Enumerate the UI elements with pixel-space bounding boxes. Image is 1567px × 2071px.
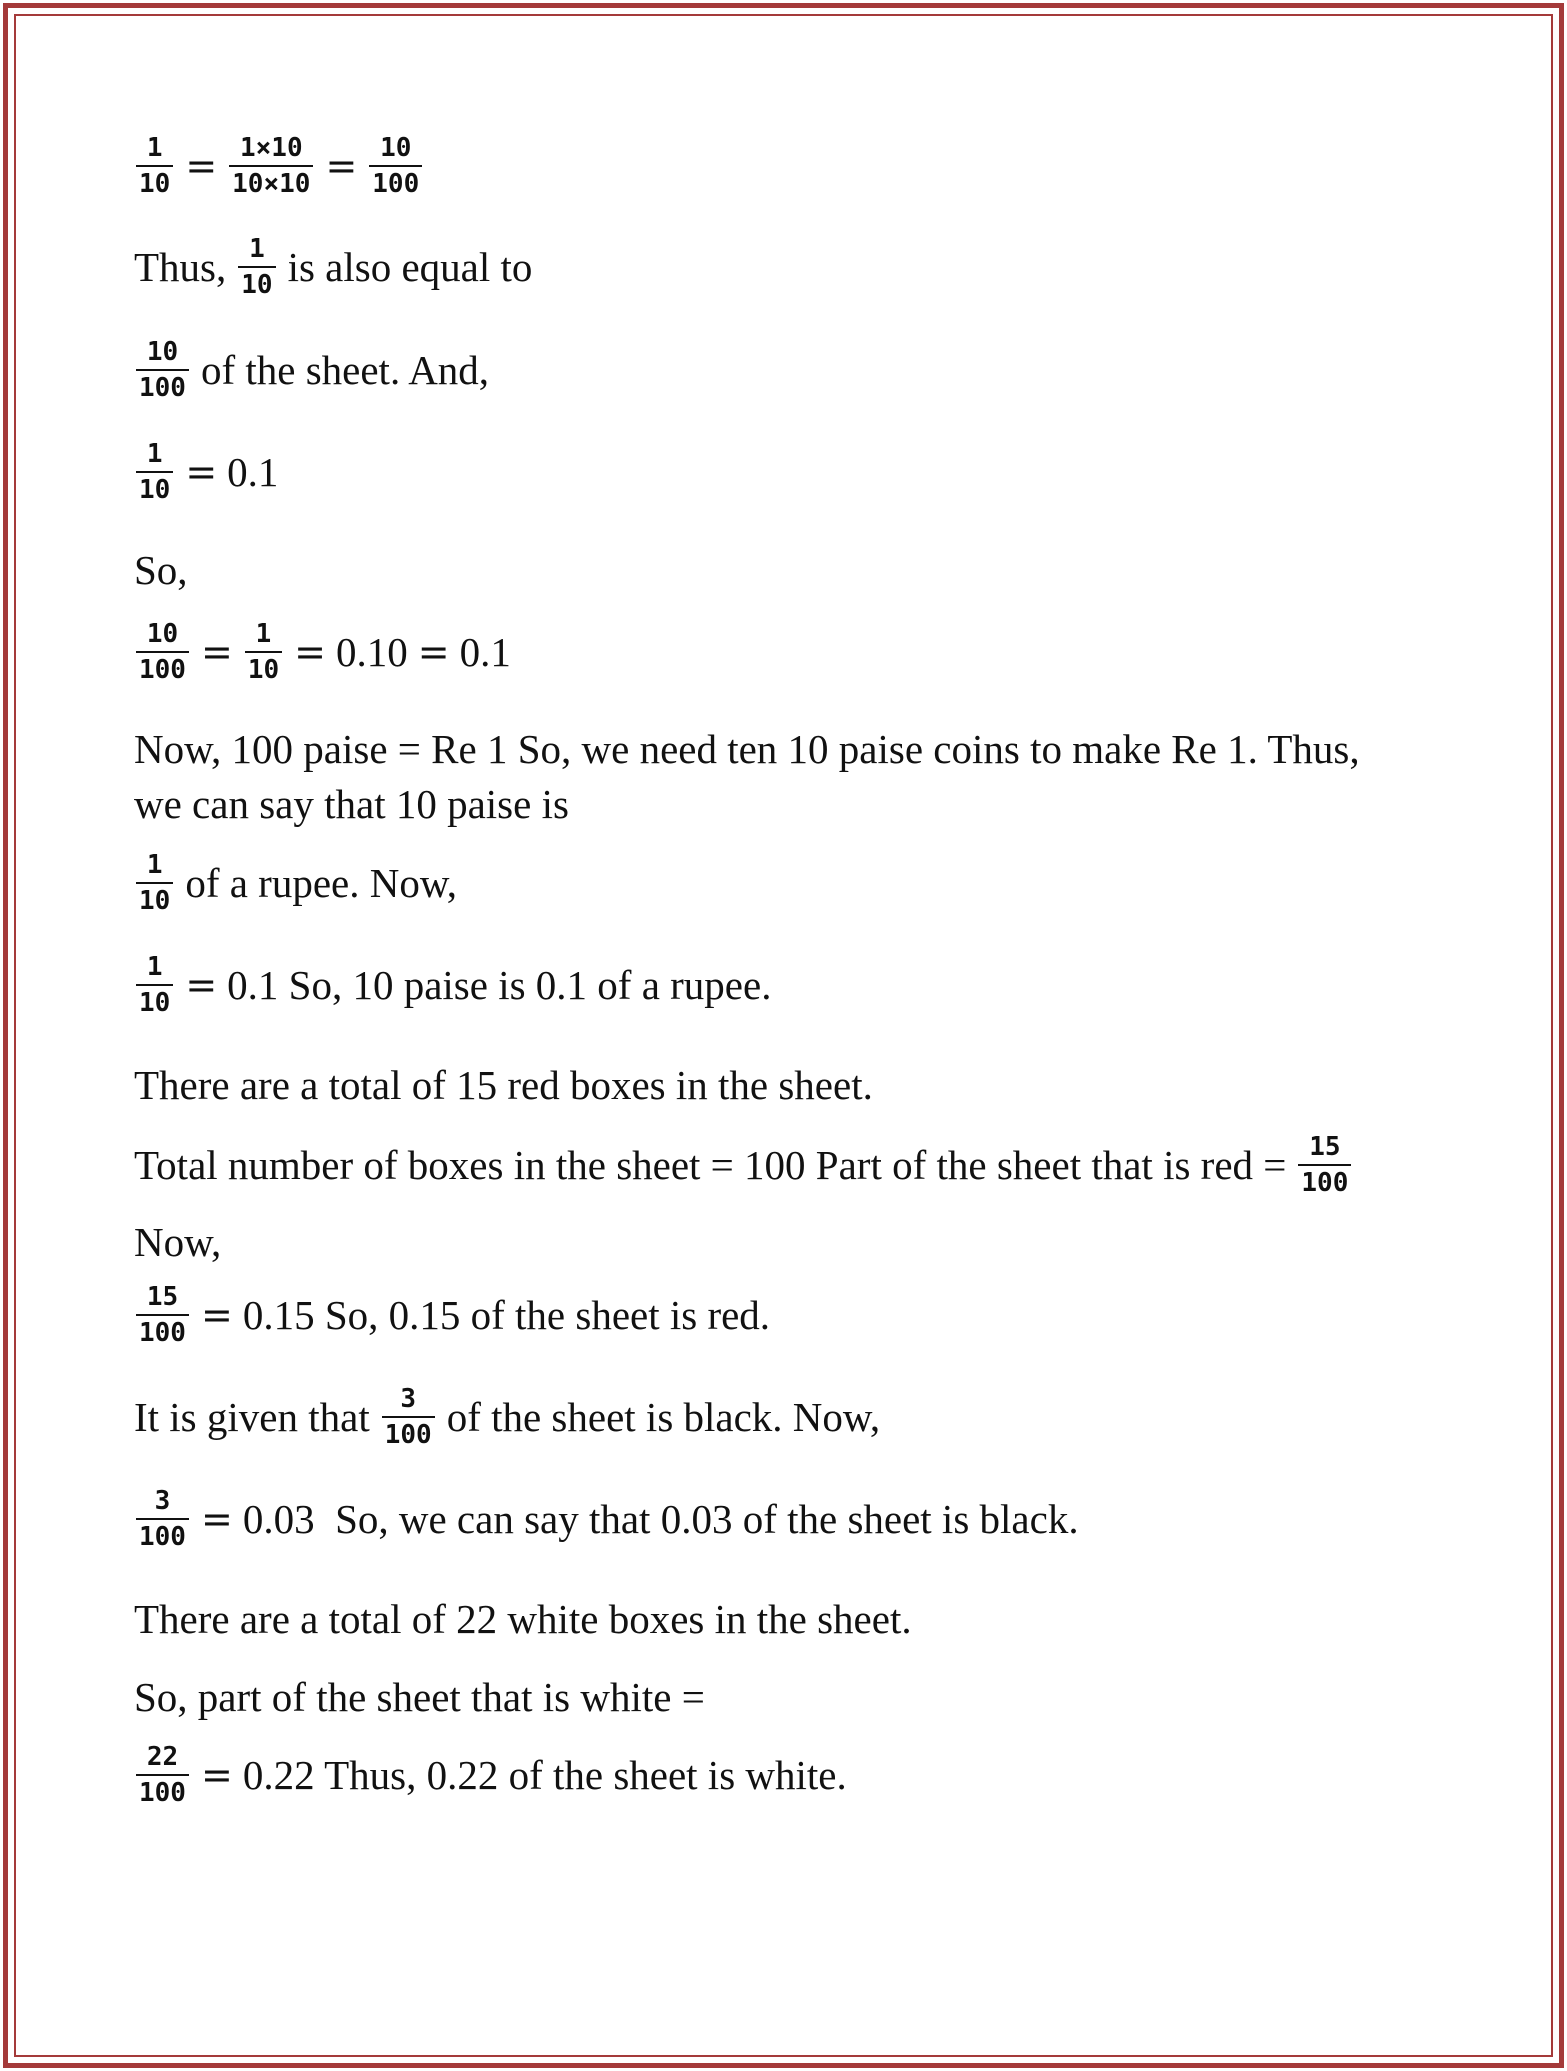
fraction: $\frac{22}{100}$ [136, 1743, 189, 1807]
text-line-13: Now, [134, 1219, 222, 1265]
fraction: $\frac{1}{10}$ [238, 235, 275, 299]
text-line-17: There are a total of 22 white boxes in the sheet. [134, 1596, 912, 1642]
text-line-3: $\frac{10}{100}$ of the sheet. And, [134, 338, 489, 402]
fraction: $\frac{1}{10}$ [136, 953, 173, 1017]
fraction: $\frac{15}{100}$ [136, 1283, 189, 1347]
fraction: $\frac{1}{10}$ [136, 440, 173, 504]
text-line-7: Now, 100 paise = Re 1 So, we need ten 10 paise coins to make Re 1. Thus, [134, 726, 1360, 772]
fraction: $\frac{15}{100}$ [1298, 1133, 1351, 1197]
equation-line-6: $\frac{10}{100}$ = $\frac{1}{10}$ = 0.10 = 0.1 [134, 620, 511, 684]
fraction: $\frac{10}{100}$ [136, 338, 189, 402]
text-line-8: we can say that 10 paise is [134, 781, 569, 827]
fraction: $\frac{10}{100}$ [136, 620, 189, 684]
text-line-9: $\frac{1}{10}$ of a rupee. Now, [134, 851, 457, 915]
text-line-12: Total number of boxes in the sheet = 100 Part of the sheet that is red = $\frac{15}{100}$ [134, 1133, 1353, 1197]
text-line-18: So, part of the sheet that is white = [134, 1674, 705, 1720]
equation-line-4: $\frac{1}{10}$ = 0.1 [134, 440, 278, 504]
equation-line-19: $\frac{22}{100}$ = 0.22 Thus, 0.22 of the sheet is white. [134, 1743, 847, 1807]
fraction: $\frac{1}{10}$ [245, 620, 282, 684]
equation-line-14: $\frac{15}{100}$ = 0.15 So, 0.15 of the sheet is red. [134, 1283, 770, 1347]
equation-line-16: $\frac{3}{100}$ = 0.03 So, we can say that 0.03 of the sheet is black. [134, 1487, 1079, 1551]
fraction: $\frac{1\times 10}{10\times 10}$ [229, 134, 313, 198]
text-line-2: Thus, $\frac{1}{10}$ is also equal to [134, 234, 533, 300]
fraction: $\frac{3}{100}$ [382, 1385, 435, 1449]
text-line-15: It is given that $\frac{3}{100}$ of the sheet is black. Now, [134, 1384, 881, 1450]
equation-line-1: $\frac{1}{10}$ = $\frac{1\times 10}{10\times 10}$ = $\frac{10}{100}$ [134, 134, 424, 198]
fraction: $\frac{3}{100}$ [136, 1487, 189, 1551]
text-line-11: There are a total of 15 red boxes in the sheet. [134, 1062, 873, 1108]
equation-line-10: $\frac{1}{10}$ = 0.1 So, 10 paise is 0.1 of a rupee. [134, 953, 771, 1017]
fraction: $\frac{1}{10}$ [136, 851, 173, 915]
fraction: $\frac{1}{10}$ [136, 134, 173, 198]
fraction: $\frac{10}{100}$ [369, 134, 422, 198]
text-line-5: So, [134, 547, 188, 593]
